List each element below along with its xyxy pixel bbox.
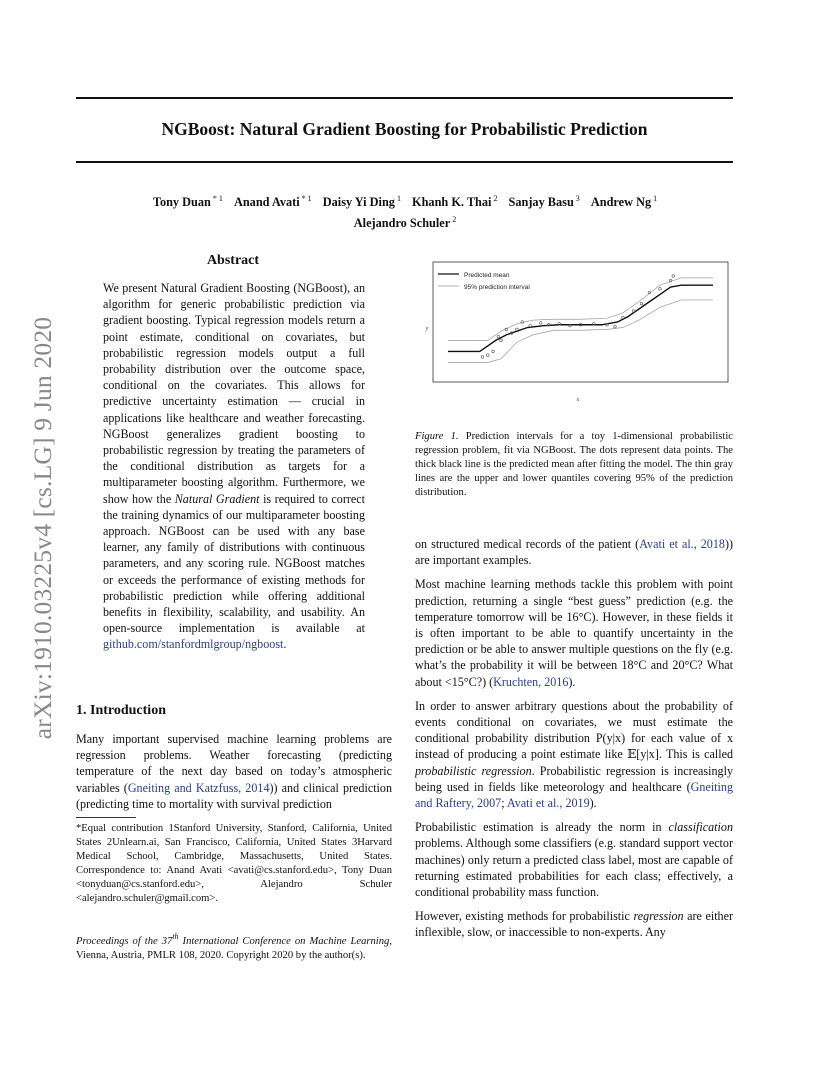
abstract-heading: Abstract bbox=[206, 253, 260, 268]
y-axis-label: y bbox=[425, 326, 429, 332]
proceedings-rest: , Vienna, Austria, PMLR 108, 2020. Copyright 2020 by the author(s). bbox=[76, 936, 392, 962]
data-point bbox=[632, 310, 635, 313]
abstract-text: . bbox=[283, 637, 287, 652]
citation-link[interactable]: Avati et al., 2019 bbox=[506, 796, 590, 811]
author: Sanjay Basu $^3$ bbox=[508, 194, 580, 209]
data-point bbox=[516, 328, 519, 331]
citation-link[interactable]: Gneiting and Katzfuss, 2014 bbox=[127, 780, 270, 795]
figure-caption-label: Figure 1. bbox=[415, 431, 459, 442]
series-line-interval-bound bbox=[448, 300, 713, 363]
author: Anand Avati $^{* 1}$ bbox=[233, 194, 312, 209]
data-point bbox=[622, 316, 625, 319]
abstract-text: is required to correct the training dynamics of our multiparameter boosting approach. NGBoost can be used with any base learner, any family of distributions with continuous parameters, and any scoring rule. NGBoost matches or exceeds the performance of existing methods for probabilistic prediction while offering additional benefits in flexibility, scalability, and usability. An open-source implementation is available at bbox=[103, 491, 365, 636]
author: Khanh K. Thai $^2$ bbox=[412, 194, 498, 209]
abstract-emphasis: Natural Gradient bbox=[174, 491, 260, 506]
data-point bbox=[500, 339, 503, 342]
data-point bbox=[640, 302, 643, 305]
paper-title: NGBoost: Natural Gradient Boosting for Probabilistic Prediction bbox=[161, 119, 648, 139]
paragraph: However, existing methods for probabilistic regression are either inflexible, slow, or inaccessible to non-experts. Any bbox=[415, 909, 733, 940]
paragraph: on structured medical records of the patient (Avati et al., 2018)) are important examples. bbox=[415, 537, 733, 568]
data-point bbox=[672, 275, 675, 278]
author-list bbox=[110, 190, 700, 232]
plot-frame bbox=[433, 262, 728, 382]
legend-interval-label: 95% prediction interval bbox=[464, 284, 530, 291]
abstract-body bbox=[103, 280, 365, 653]
data-point bbox=[539, 322, 542, 325]
abstract-text: We present Natural Gradient Boosting (NGBoost), an algorithm for generic probabilistic prediction via gradient boosting. Typical regression models return a point estimate, conditional on covariates, but probabilistic regression models output a full probability distribution over the outcome space, conditional on the covariates. This allows for predictive uncertainty estimation — crucial in applications like healthcare and weather forecasting. NGBoost generalizes gradient boosting to probabilistic regression by treating the parameters of the conditional distribution as targets for a multiparameter boosting algorithm. Furthermore, we show how the bbox=[103, 281, 365, 506]
data-point bbox=[497, 335, 500, 338]
proceedings-venue: Proceedings of the 37th International Conference on Machine Learning bbox=[76, 932, 390, 947]
title-top-rule bbox=[76, 97, 733, 99]
legend-mean-label: Predicted mean bbox=[464, 272, 510, 279]
proceedings-note bbox=[76, 930, 392, 963]
footnote-rule bbox=[76, 817, 136, 818]
paragraph: In order to answer arbitrary questions about the probability of events conditional on covariates, we must estimate the conditional probability distribution P(y|x) for each value of x instead of producing a point estimate like 𝔼[y|x]. This is called probabilistic regression. Probabilistic regression is increasingly being used in fields like meteorology and healthcare (Gneiting and Raftery, 2007; Avati et al., 2019). bbox=[415, 698, 733, 811]
figure-caption bbox=[415, 430, 733, 500]
right-column-body bbox=[415, 536, 733, 949]
data-point bbox=[614, 325, 617, 328]
author: Tony Duan $^{* 1}$ bbox=[152, 194, 223, 209]
paragraph: Probabilistic estimation is already the norm in classification problems. Although some classifiers (e.g. standard support vector machines) only return a predicted class label, most are capable of returning estimated probabilities for each class; effectively, a conditional probability mass function. bbox=[415, 820, 733, 900]
citation-link[interactable]: Kruchten, 2016 bbox=[493, 674, 569, 689]
data-point bbox=[481, 356, 484, 359]
affiliation-footnote: *Equal contribution 1Stanford University, Stanford, California, United States 2Unlearn.ai, San Francisco, California, United States 3Harvard Medical School, Cambridge, Massachusetts, United States. Correspondence to: Anand Avati <avati@cs.stanford.edu>, Tony Duan <tonyduan@cs.stanford.edu>, Alejandro Schuler <alejandro.schuler@gmail.com>. bbox=[76, 823, 392, 905]
citation-link[interactable]: Gneiting and Raftery, 2007 bbox=[415, 779, 733, 811]
data-point bbox=[492, 350, 495, 353]
data-point bbox=[486, 354, 489, 357]
intro-text: Many important supervised machine learning problems are regression problems. Weather forecasting (predicting temperature of the next day based on today’s atmospheric variables ( bbox=[76, 732, 392, 795]
legend bbox=[438, 272, 530, 291]
repo-link[interactable]: github.com/stanfordmlgroup/ngboost bbox=[103, 637, 284, 652]
section-heading-introduction: 1. Introduction bbox=[76, 703, 166, 718]
figure-caption-text: Prediction intervals for a toy 1-dimensional probabilistic regression problem, fit via NGBoost. The dots represent data points. The thick black line is the predicted mean after fitting the model. The thin gray lines are the upper and lower quantiles covering 95% of the prediction distribution. bbox=[415, 431, 733, 499]
intro-text: )) and clinical prediction (predicting time to mortality with survival prediction bbox=[76, 780, 393, 811]
data-point bbox=[659, 288, 662, 291]
x-axis-label: x bbox=[576, 397, 580, 403]
paragraph: Most machine learning methods tackle this problem with point prediction, returning a single “best guess” prediction (e.g. the temperature tomorrow will be 16°C). However, in these fields it is often important to be able to quantify uncertainty in the prediction or be able to answer multiple questions on the fly (e.g. what’s the probability it will be between 18°C and 20°C? What about <15°C?) (Kruchten, 2016). bbox=[415, 577, 733, 689]
figure-1-chart bbox=[423, 260, 731, 410]
author: Alejandro Schuler $^2$ bbox=[353, 215, 457, 230]
author: Daisy Yi Ding $^1$ bbox=[322, 194, 401, 209]
series-line-predicted-mean bbox=[448, 285, 713, 351]
title-bottom-rule bbox=[76, 161, 733, 163]
introduction-body bbox=[76, 731, 392, 812]
arxiv-stamp-text: arXiv:1910.03225v4 [cs.LG] 9 Jun 2020 bbox=[28, 316, 57, 740]
citation-link[interactable]: Avati et al., 2018 bbox=[639, 537, 725, 551]
author: Andrew Ng $^1$ bbox=[590, 194, 658, 209]
